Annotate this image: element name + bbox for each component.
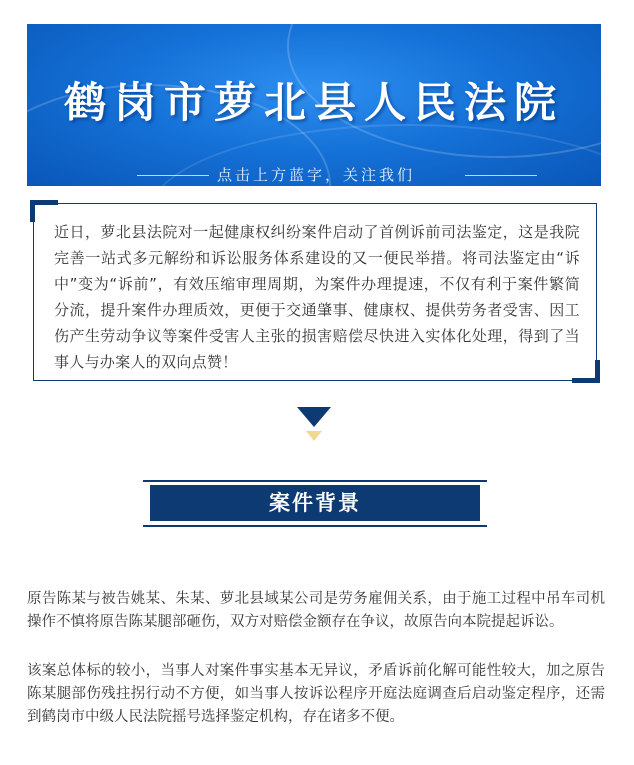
body-paragraph: 该案总体标的较小，当事人对案件事实基本无异议，矛盾诉前化解可能性较大，加之原告陈某腿部伤残拄拐行动不方便，如当事人按诉讼程序开庭法庭调查后启动鉴定程序，还需到鹤岗市中级人民法院摇号选择鉴定机构，存在诸多不便。 [27,663,605,725]
body-paragraph: 原告陈某与被告姚某、朱某、萝北县域某公司是劳务雇佣关系，由于施工过程中吊车司机操作不慎将原告陈某腿部砸伤，双方对赔偿金额存在争议，故原告向本院提起诉讼。 [27,591,605,630]
banner-divider-left [137,175,209,176]
banner-divider-right [465,175,537,176]
header-banner [27,24,601,186]
heading-rule-top [143,480,487,482]
banner-subtitle: 点击上方蓝字，关注我们 [217,166,416,184]
frame-corner [30,200,35,222]
down-arrow-icon [295,405,335,445]
banner-title: 鹤岗市萝北县人民法院 [63,78,564,127]
heading-rule-bottom [143,525,487,527]
section-heading: 案件背景 [150,485,480,521]
frame-corner [595,360,600,383]
intro-paragraph: 近日，萝北县法院对一起健康权纠纷案件启动了首例诉前司法鉴定，这是我院完善一站式多元解纷和诉讼服务体系建设的又一便民举措。将司法鉴定由“诉中”变为“诉前”，有效压缩审理周期，为案件办理提速，不仅有利于案件繁简分流，提升案件办理质效，更便于交通肇事、健康权、提供劳务者受害、因工伤产生劳动争议等案件受害人主张的损害赔偿尽快进入实体化处理，得到了当事人与办案人的双向点赞！ [54,223,580,371]
